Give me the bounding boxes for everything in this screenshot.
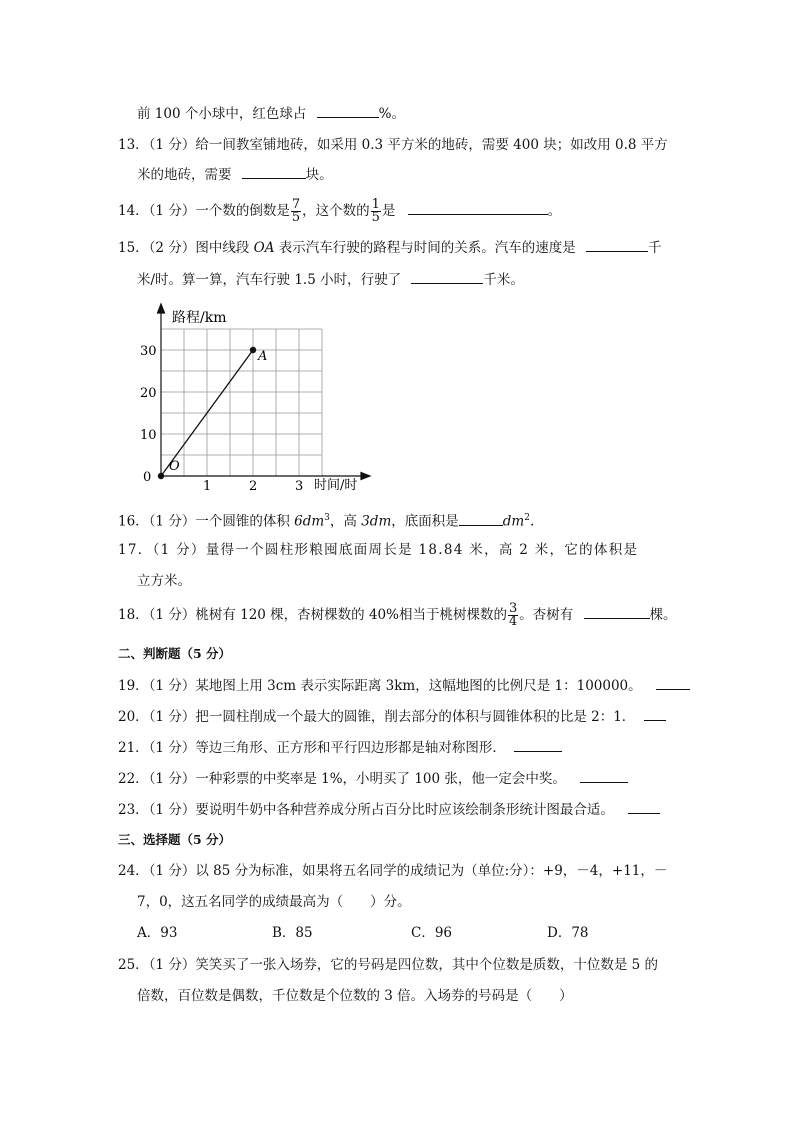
answer-blank[interactable] bbox=[242, 164, 306, 179]
answer-blank[interactable] bbox=[317, 103, 379, 118]
point-o-label: O bbox=[169, 459, 180, 474]
x-axis-label: 时间/时 bbox=[314, 478, 358, 493]
answer-blank[interactable] bbox=[644, 706, 666, 721]
question-24-line2: 7，0，这五名同学的成绩最高为（ ）分。 bbox=[137, 894, 411, 910]
point-o bbox=[158, 473, 164, 479]
distance-time-chart bbox=[130, 300, 390, 500]
section-3-title: 三、选择题（5 分） bbox=[118, 832, 232, 847]
q12-tail: 前 100 个小球中，红色球占 %。 bbox=[137, 103, 405, 124]
question-18: 18．（1 分）桃树有 120 棵，杏树棵数的 40%相当于桃树棵数的 $\frac{3}{4}$ 。杏树有 棵。 bbox=[118, 601, 677, 629]
y-axis-label: 路程/km bbox=[172, 310, 227, 326]
question-15-line2: 米/时。算一算，汽车行驶 1.5 小时，行驶了 千米。 bbox=[137, 269, 524, 290]
answer-blank[interactable] bbox=[586, 237, 648, 252]
question-16: 16．（1 分）一个圆锥的体积 $6dm^3$，高 3dm，底面积是 $dm^2$. bbox=[118, 508, 534, 532]
question-14: 14．（1 分）一个数的倒数是 $\frac{7}{5}$ ，这个数的 $\frac{1}{5}$ 是 。 bbox=[118, 197, 562, 225]
section-2-title: 二、判断题（5 分） bbox=[118, 646, 232, 661]
question-17: 17．（1 分）量得一个圆柱形粮囤底面周长是 18.84 米，高 2 米，它的体积是 bbox=[118, 542, 639, 558]
question-25: 25．（1 分）笑笑买了一张入场券，它的号码是四位数，其中个位数是质数，十位数是 5 的 bbox=[118, 957, 658, 973]
x-axis-arrow bbox=[361, 473, 370, 480]
x-tick-label: 2 bbox=[249, 479, 258, 494]
question-22: 22．（1 分）一种彩票的中奖率是 1%，小明买了 100 张，他一定会中奖。 bbox=[118, 768, 628, 789]
question-13-line2: 米的地砖，需要 块。 bbox=[137, 164, 333, 185]
option-a[interactable]: A．93 bbox=[137, 925, 178, 941]
answer-blank[interactable] bbox=[459, 511, 503, 526]
question-15: 15．（2 分）图中线段 OA 表示汽车行驶的路程与时间的关系。汽车的速度是 千 bbox=[118, 237, 662, 258]
y-axis-arrow bbox=[158, 304, 165, 313]
answer-blank[interactable] bbox=[514, 737, 562, 752]
answer-blank[interactable] bbox=[628, 799, 660, 814]
option-b[interactable]: B．85 bbox=[272, 925, 313, 941]
origin-tick-label: 0 bbox=[143, 470, 152, 485]
question-24: 24．（1 分）以 85 分为标准，如果将五名同学的成绩记为（单位:分）：+9，－4，+11，－ bbox=[118, 863, 668, 879]
y-tick-label: 30 bbox=[140, 344, 157, 359]
question-number: 13． bbox=[118, 137, 149, 153]
question-25-line2: 倍数，百位数是偶数，千位数是个位数的 3 倍。入场券的号码是（ ） bbox=[137, 988, 573, 1004]
fraction-7-5: $\frac{7}{5}$ bbox=[291, 197, 301, 225]
y-tick-label: 10 bbox=[140, 428, 157, 443]
fraction-1-5: $\frac{1}{5}$ bbox=[371, 197, 380, 225]
answer-blank[interactable] bbox=[411, 269, 483, 284]
option-d[interactable]: D．78 bbox=[547, 925, 589, 941]
answer-blank[interactable] bbox=[408, 200, 548, 215]
answer-blank[interactable] bbox=[584, 604, 650, 619]
question-13: 13．（1 分）给一间教室铺地砖，如采用 0.3 平方米的地砖，需要 400 块；如改用 0.8 平方 bbox=[118, 137, 668, 153]
question-23: 23．（1 分）要说明牛奶中各种营养成分所占百分比时应该绘制条形统计图最合适。 bbox=[118, 799, 660, 820]
y-tick-label: 20 bbox=[140, 386, 157, 401]
x-tick-label: 1 bbox=[203, 479, 212, 494]
q12-text: 前 100 个小球中，红色球占 bbox=[137, 106, 307, 122]
chart-grid bbox=[161, 329, 322, 476]
question-19: 19．（1 分）某地图上用 3cm 表示实际距离 3km，这幅地图的比例尺是 1：100000。 bbox=[118, 675, 690, 696]
answer-blank[interactable] bbox=[656, 675, 690, 690]
fraction-3-4: $\frac{3}{4}$ bbox=[508, 601, 518, 629]
question-score: （1 分） bbox=[148, 137, 196, 153]
option-c[interactable]: C．96 bbox=[411, 925, 453, 941]
question-20: 20．（1 分）把一圆柱削成一个最大的圆锥，削去部分的体积与圆锥体积的比是 2：1． bbox=[118, 706, 666, 727]
x-tick-label: 3 bbox=[295, 479, 304, 494]
point-a-label: A bbox=[258, 349, 268, 364]
question-17-line2: 立方米。 bbox=[137, 573, 191, 589]
answer-blank[interactable] bbox=[580, 768, 628, 783]
point-a bbox=[250, 347, 256, 353]
question-21: 21．（1 分）等边三角形、正方形和平行四边形都是轴对称图形． bbox=[118, 737, 562, 758]
